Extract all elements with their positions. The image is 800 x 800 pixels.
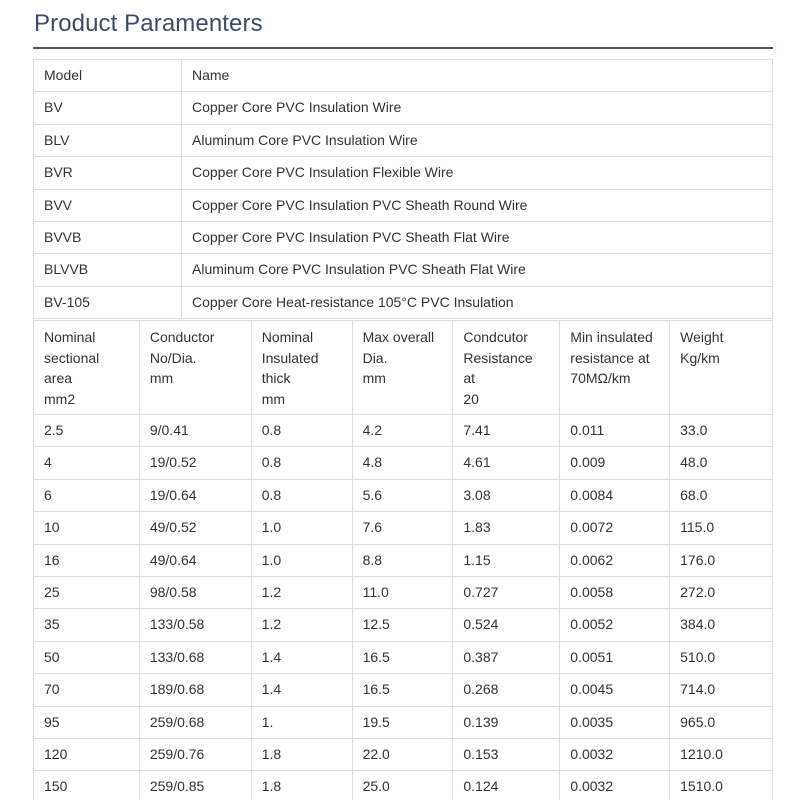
header-line: mm <box>261 390 286 407</box>
model-cell: BLVVB <box>34 254 182 286</box>
table-cell: 133/0.58 <box>139 609 251 641</box>
header-line: Conductor <box>149 329 215 345</box>
header-nominal-area <box>34 321 140 415</box>
table-cell: 33.0 <box>670 415 773 447</box>
table-row <box>34 92 773 124</box>
table-cell: 0.009 <box>560 447 670 479</box>
header-line: thick <box>261 370 291 386</box>
table-cell: 714.0 <box>670 674 773 706</box>
table-cell: 50 <box>34 641 140 673</box>
table-cell: 0.387 <box>453 641 560 673</box>
table-cell: 259/0.85 <box>139 771 251 800</box>
header-line: No/Dia. <box>149 349 197 366</box>
header-resistance <box>453 321 560 415</box>
table-cell: 0.0035 <box>560 706 670 738</box>
table-row <box>34 479 773 511</box>
table-cell: 176.0 <box>670 544 773 576</box>
header-line: 20 <box>463 390 479 407</box>
table-cell: 49/0.64 <box>139 544 251 576</box>
table-cell: 0.0062 <box>560 544 670 576</box>
header-weight <box>670 321 773 415</box>
table-cell: 6 <box>34 479 140 511</box>
table-row <box>34 254 773 286</box>
header-line: Min insulated <box>570 329 653 345</box>
model-cell: BLV <box>34 124 182 156</box>
models-header-name: Name <box>182 60 773 92</box>
name-cell: Aluminum Core PVC Insulation PVC Sheath Flat Wire <box>182 254 773 286</box>
table-row <box>34 124 773 156</box>
table-cell: 25.0 <box>352 771 453 800</box>
table-cell: 965.0 <box>670 706 773 738</box>
table-row <box>34 189 773 221</box>
header-line: at <box>463 370 476 386</box>
table-cell: 0.0084 <box>560 479 670 511</box>
table-cell: 19.5 <box>352 706 453 738</box>
table-row <box>34 674 773 706</box>
header-line: area <box>44 370 73 386</box>
table-cell: 22.0 <box>352 739 453 771</box>
table-cell: 35 <box>34 609 140 641</box>
header-line: Nominal <box>261 329 314 345</box>
table-cell: 16.5 <box>352 641 453 673</box>
table-cell: 4.8 <box>352 447 453 479</box>
table-row <box>34 286 773 318</box>
table-cell: 0.524 <box>453 609 560 641</box>
table-cell: 189/0.68 <box>139 674 251 706</box>
models-header-model: Model <box>34 60 182 92</box>
header-line: Insulated <box>261 349 319 366</box>
table-cell: 4 <box>34 447 140 479</box>
header-conductor <box>139 321 251 415</box>
header-min-insulated-resistance <box>560 321 670 415</box>
table-row <box>34 706 773 738</box>
header-line: Weight <box>680 329 724 345</box>
table-cell: 115.0 <box>670 512 773 544</box>
table-cell: 7.41 <box>453 415 560 447</box>
table-cell: 70 <box>34 674 140 706</box>
table-cell: 0.0045 <box>560 674 670 706</box>
table-cell: 0.727 <box>453 577 560 609</box>
table-cell: 8.8 <box>352 544 453 576</box>
table-cell: 2.5 <box>34 415 140 447</box>
table-cell: 4.61 <box>453 447 560 479</box>
table-cell: 95 <box>34 706 140 738</box>
table-row <box>34 415 773 447</box>
table-row <box>34 512 773 544</box>
header-line: Resistance <box>463 349 533 366</box>
model-cell: BV-105 <box>34 286 182 318</box>
header-line: mm <box>362 370 386 386</box>
name-cell: Copper Core PVC Insulation Flexible Wire <box>182 157 773 189</box>
table-row <box>34 577 773 609</box>
table-cell: 1.2 <box>251 609 352 641</box>
table-cell: 19/0.64 <box>139 479 251 511</box>
table-cell: 1.0 <box>251 544 352 576</box>
table-cell: 0.0032 <box>560 739 670 771</box>
table-cell: 0.0072 <box>560 512 670 544</box>
table-cell: 1. <box>251 706 352 738</box>
table-cell: 9/0.41 <box>139 415 251 447</box>
table-cell: 0.268 <box>453 674 560 706</box>
table-cell: 5.6 <box>352 479 453 511</box>
table-cell: 510.0 <box>670 641 773 673</box>
table-cell: 10 <box>34 512 140 544</box>
table-cell: 1.8 <box>251 739 352 771</box>
table-row <box>34 447 773 479</box>
model-cell: BV <box>34 92 182 124</box>
table-cell: 1510.0 <box>670 771 773 800</box>
table-cell: 0.124 <box>453 771 560 800</box>
table-cell: 1.15 <box>453 544 560 576</box>
name-cell: Copper Core PVC Insulation PVC Sheath Flat Wire <box>182 222 773 254</box>
table-cell: 98/0.58 <box>139 577 251 609</box>
table-cell: 0.139 <box>453 706 560 738</box>
name-cell: Copper Core Heat-resistance 105°C PVC Insulation <box>182 286 773 318</box>
header-insulated-thick <box>251 321 352 415</box>
table-row <box>34 739 773 771</box>
table-cell: 150 <box>34 771 140 800</box>
table-cell: 0.011 <box>560 415 670 447</box>
table-cell: 3.08 <box>453 479 560 511</box>
table-cell: 25 <box>34 577 140 609</box>
model-cell: BVR <box>34 157 182 189</box>
parameters-table-body <box>34 321 773 800</box>
header-max-dia <box>352 321 453 415</box>
table-cell: 0.0052 <box>560 609 670 641</box>
table-cell: 16.5 <box>352 674 453 706</box>
header-line: Max overall <box>362 329 435 345</box>
model-cell: BVVB <box>34 222 182 254</box>
table-cell: 49/0.52 <box>139 512 251 544</box>
table-cell: 1.2 <box>251 577 352 609</box>
header-line: resistance at <box>570 349 650 366</box>
table-cell: 1.4 <box>251 674 352 706</box>
table-cell: 0.8 <box>251 415 352 447</box>
parameters-header-row <box>34 321 773 415</box>
table-cell: 7.6 <box>352 512 453 544</box>
table-cell: 19/0.52 <box>139 447 251 479</box>
table-cell: 272.0 <box>670 577 773 609</box>
table-cell: 0.8 <box>251 447 352 479</box>
model-cell: BVV <box>34 189 182 221</box>
parameters-table <box>33 320 773 800</box>
page-title: Product Paramenters <box>34 10 263 37</box>
table-cell: 48.0 <box>670 447 773 479</box>
table-cell: 0.0032 <box>560 771 670 800</box>
models-header-row <box>34 60 773 92</box>
header-line: mm2 <box>44 390 76 407</box>
table-cell: 4.2 <box>352 415 453 447</box>
table-cell: 384.0 <box>670 609 773 641</box>
table-cell: 1.4 <box>251 641 352 673</box>
table-cell: 68.0 <box>670 479 773 511</box>
table-cell: 120 <box>34 739 140 771</box>
table-row <box>34 544 773 576</box>
table-cell: 0.0058 <box>560 577 670 609</box>
table-row <box>34 771 773 800</box>
table-row <box>34 641 773 673</box>
table-cell: 1.8 <box>251 771 352 800</box>
header-line: 70MΩ/km <box>570 370 631 386</box>
table-cell: 259/0.68 <box>139 706 251 738</box>
header-line: Kg/km <box>680 349 720 366</box>
table-row <box>34 157 773 189</box>
table-cell: 12.5 <box>352 609 453 641</box>
models-table-body <box>34 60 773 319</box>
header-line: Dia. <box>362 349 388 366</box>
table-row <box>34 609 773 641</box>
table-cell: 259/0.76 <box>139 739 251 771</box>
table-cell: 1.0 <box>251 512 352 544</box>
table-cell: 1.83 <box>453 512 560 544</box>
header-line: Condcutor <box>463 329 528 345</box>
table-cell: 11.0 <box>352 577 453 609</box>
header-line: Nominal <box>44 329 96 345</box>
header-line: mm <box>149 370 174 386</box>
title-divider <box>33 47 773 49</box>
table-cell: 1210.0 <box>670 739 773 771</box>
name-cell: Aluminum Core PVC Insulation Wire <box>182 124 773 156</box>
table-cell: 16 <box>34 544 140 576</box>
models-table <box>33 59 773 319</box>
table-cell: 0.0051 <box>560 641 670 673</box>
table-row <box>34 222 773 254</box>
table-cell: 0.8 <box>251 479 352 511</box>
name-cell: Copper Core PVC Insulation Wire <box>182 92 773 124</box>
table-cell: 0.153 <box>453 739 560 771</box>
header-line: sectional <box>44 349 100 366</box>
table-cell: 133/0.68 <box>139 641 251 673</box>
name-cell: Copper Core PVC Insulation PVC Sheath Round Wire <box>182 189 773 221</box>
